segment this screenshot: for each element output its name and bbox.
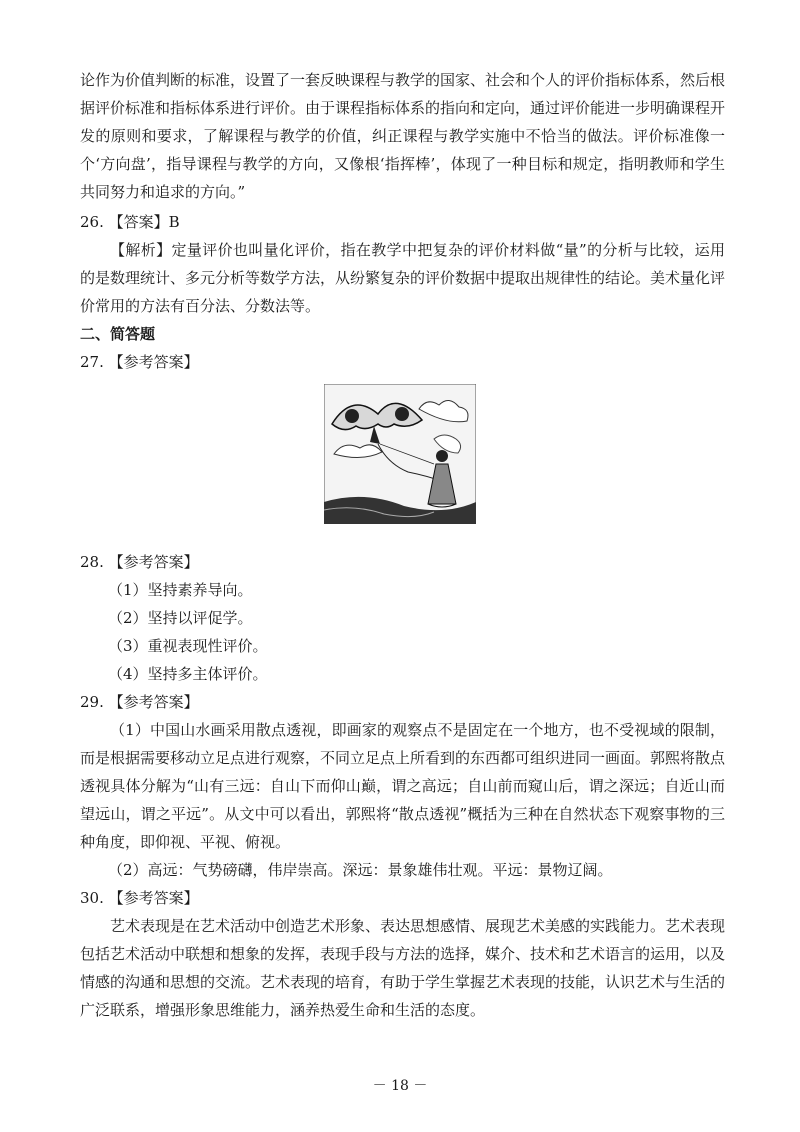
section-title-short-answer: 二、简答题: [80, 325, 156, 343]
q26-analysis: 【解析】定量评价也叫量化评价，指在教学中把复杂的评价材料做“量”的分析与比较，运用的是数理统计、多元分析等数学方法，从纷繁复杂的评价数据中提取出规律性的结论。美术量化评价常用的方法有百分法、分数法等。: [80, 241, 726, 315]
kite-flying-illustration-icon: [324, 384, 476, 524]
q27-answer-label: 27. 【参考答案】: [80, 353, 199, 371]
q30-answer-label: 30. 【参考答案】: [80, 889, 199, 907]
q29-paragraph-1: （1）中国山水画采用散点透视，即画家的观察点不是固定在一个地方，也不受视域的限制，而是根据需要移动立足点进行观察，不同立足点上所看到的东西都可组织进同一画面。郭熙将散点透视具体分解为“山有三远：自山下而仰山巅，谓之高远；自山前而窥山后，谓之深远；自近山而望远山，谓之平远”。从文中可以看出，郭熙将“散点透视”概括为三种在自然状态下观察事物的三种角度，即仰视、平视、俯视。: [80, 721, 726, 851]
q29-answer-label: 29. 【参考答案】: [80, 693, 199, 711]
q26-answer: 26. 【答案】B: [80, 213, 180, 231]
q28-item: （1）坚持素养导向。: [108, 581, 253, 599]
q28-item: （2）坚持以评促学。: [108, 609, 253, 627]
q28-item: （4）坚持多主体评价。: [108, 665, 268, 683]
intro-paragraph: 论作为价值判断的标准，设置了一套反映课程与教学的国家、社会和个人的评价指标体系，然后根据评价标准和指标体系进行评价。由于课程指标体系的指向和定向，通过评价能进一步明确课程开发的原则和要求，了解课程与教学的价值，纠正课程与教学实施中不恰当的做法。评价标准像一个‘方向盘’，指导课程与教学的方向，又像根‘指挥棒’，体现了一种目标和规定，指明教师和学生共同努力和追求的方向。”: [80, 71, 726, 201]
q30-paragraph: 艺术表现是在艺术活动中创造艺术形象、表达思想感情、展现艺术美感的实践能力。艺术表现包括艺术活动中联想和想象的发挥，表现手段与方法的选择，媒介、技术和艺术语言的运用，以及情感的沟通和思想的交流。艺术表现的培育，有助于学生掌握艺术表现的技能，认识艺术与生活的广泛联系，增强形象思维能力，涵养热爱生命和生活的态度。: [80, 917, 726, 1019]
q28-answer-label: 28. 【参考答案】: [80, 553, 199, 571]
q28-item: （3）重视表现性评价。: [108, 637, 268, 655]
q29-paragraph-2: （2）高远：气势磅礴，伟岸崇高。深远：景象雄伟壮观。平远：景物辽阔。: [108, 861, 613, 879]
page-number: － 18 －: [372, 1078, 428, 1094]
